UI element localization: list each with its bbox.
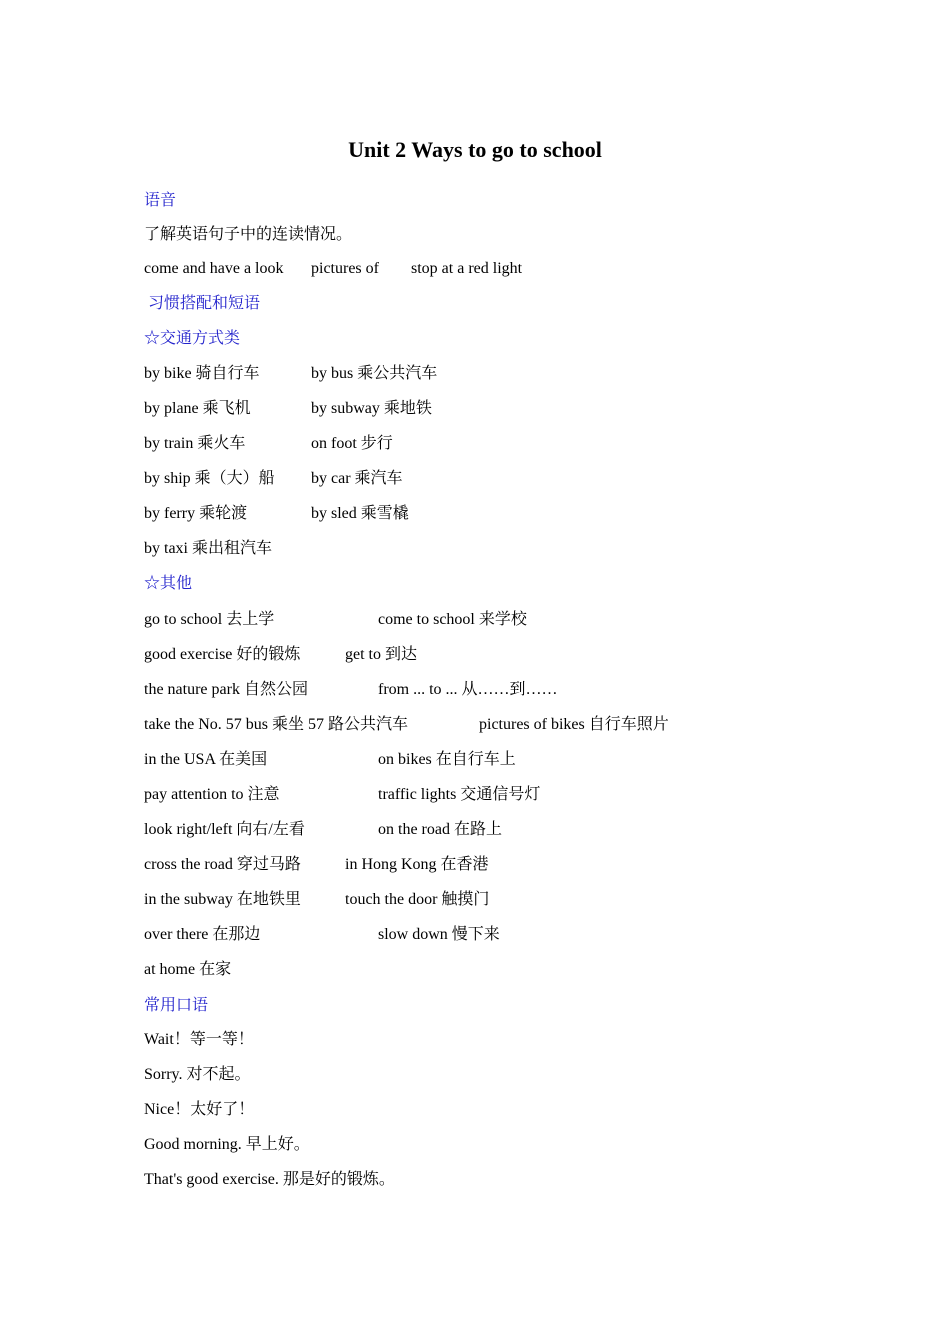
phrase-item: in the USA 在美国 (144, 751, 268, 768)
phrases-heading: 习惯搭配和短语 (148, 295, 261, 312)
phrase-item: pay attention to 注意 (144, 786, 280, 803)
phrase-item: at home 在家 (144, 961, 232, 978)
spoken-line: Wait！等一等！ (144, 1031, 254, 1048)
phonics-example: come and have a look (144, 260, 284, 277)
spoken-line: Sorry. 对不起。 (144, 1066, 251, 1083)
phrase-item: by bike 骑自行车 (144, 365, 260, 382)
phrase-item: slow down 慢下来 (378, 926, 500, 943)
phrase-item: from ... to ... 从……到…… (378, 681, 558, 698)
phrase-item: by sled 乘雪橇 (311, 505, 409, 522)
spoken-line: That's good exercise. 那是好的锻炼。 (144, 1171, 395, 1188)
phrase-item: by bus 乘公共汽车 (311, 365, 438, 382)
phrase-item: touch the door 触摸门 (345, 891, 490, 908)
phrase-item: by ship 乘（大）船 (144, 470, 275, 487)
phrase-item: traffic lights 交通信号灯 (378, 786, 541, 803)
transport-heading: ☆交通方式类 (144, 330, 241, 347)
phonics-example: stop at a red light (411, 260, 523, 277)
phrase-item: get to 到达 (345, 646, 417, 663)
phrase-item: by subway 乘地铁 (311, 400, 432, 417)
phrase-item: cross the road 穿过马路 (144, 856, 301, 873)
phrase-item: by taxi 乘出租汽车 (144, 540, 272, 557)
phrase-item: by plane 乘飞机 (144, 400, 251, 417)
phrase-item: take the No. 57 bus 乘坐 57 路公共汽车 (144, 716, 408, 733)
phonics-description: 了解英语句子中的连读情况。 (144, 226, 353, 243)
phrase-item: on the road 在路上 (378, 821, 502, 838)
phrase-item: come to school 来学校 (378, 611, 527, 628)
phrase-item: the nature park 自然公园 (144, 681, 308, 698)
phrase-item: look right/left 向右/左看 (144, 821, 305, 838)
phrase-item: in the subway 在地铁里 (144, 891, 301, 908)
phrase-item: over there 在那边 (144, 926, 261, 943)
spoken-heading: 常用口语 (144, 997, 209, 1014)
spoken-line: Nice！太好了！ (144, 1101, 255, 1118)
page-title: Unit 2 Ways to go to school (348, 137, 602, 162)
phonics-example: pictures of (311, 260, 379, 277)
phrase-item: go to school 去上学 (144, 611, 275, 628)
phrase-item: by ferry 乘轮渡 (144, 505, 248, 522)
other-heading: ☆其他 (144, 575, 193, 592)
phrase-item: by train 乘火车 (144, 435, 246, 452)
phrase-item: pictures of bikes 自行车照片 (479, 716, 669, 733)
phrase-item: good exercise 好的锻炼 (144, 646, 301, 663)
phrase-item: by car 乘汽车 (311, 470, 403, 487)
phrase-item: in Hong Kong 在香港 (345, 856, 489, 873)
phrase-item: on bikes 在自行车上 (378, 751, 516, 768)
phrase-item: on foot 步行 (311, 435, 393, 452)
spoken-line: Good morning. 早上好。 (144, 1136, 310, 1153)
phonics-heading: 语音 (144, 192, 177, 209)
